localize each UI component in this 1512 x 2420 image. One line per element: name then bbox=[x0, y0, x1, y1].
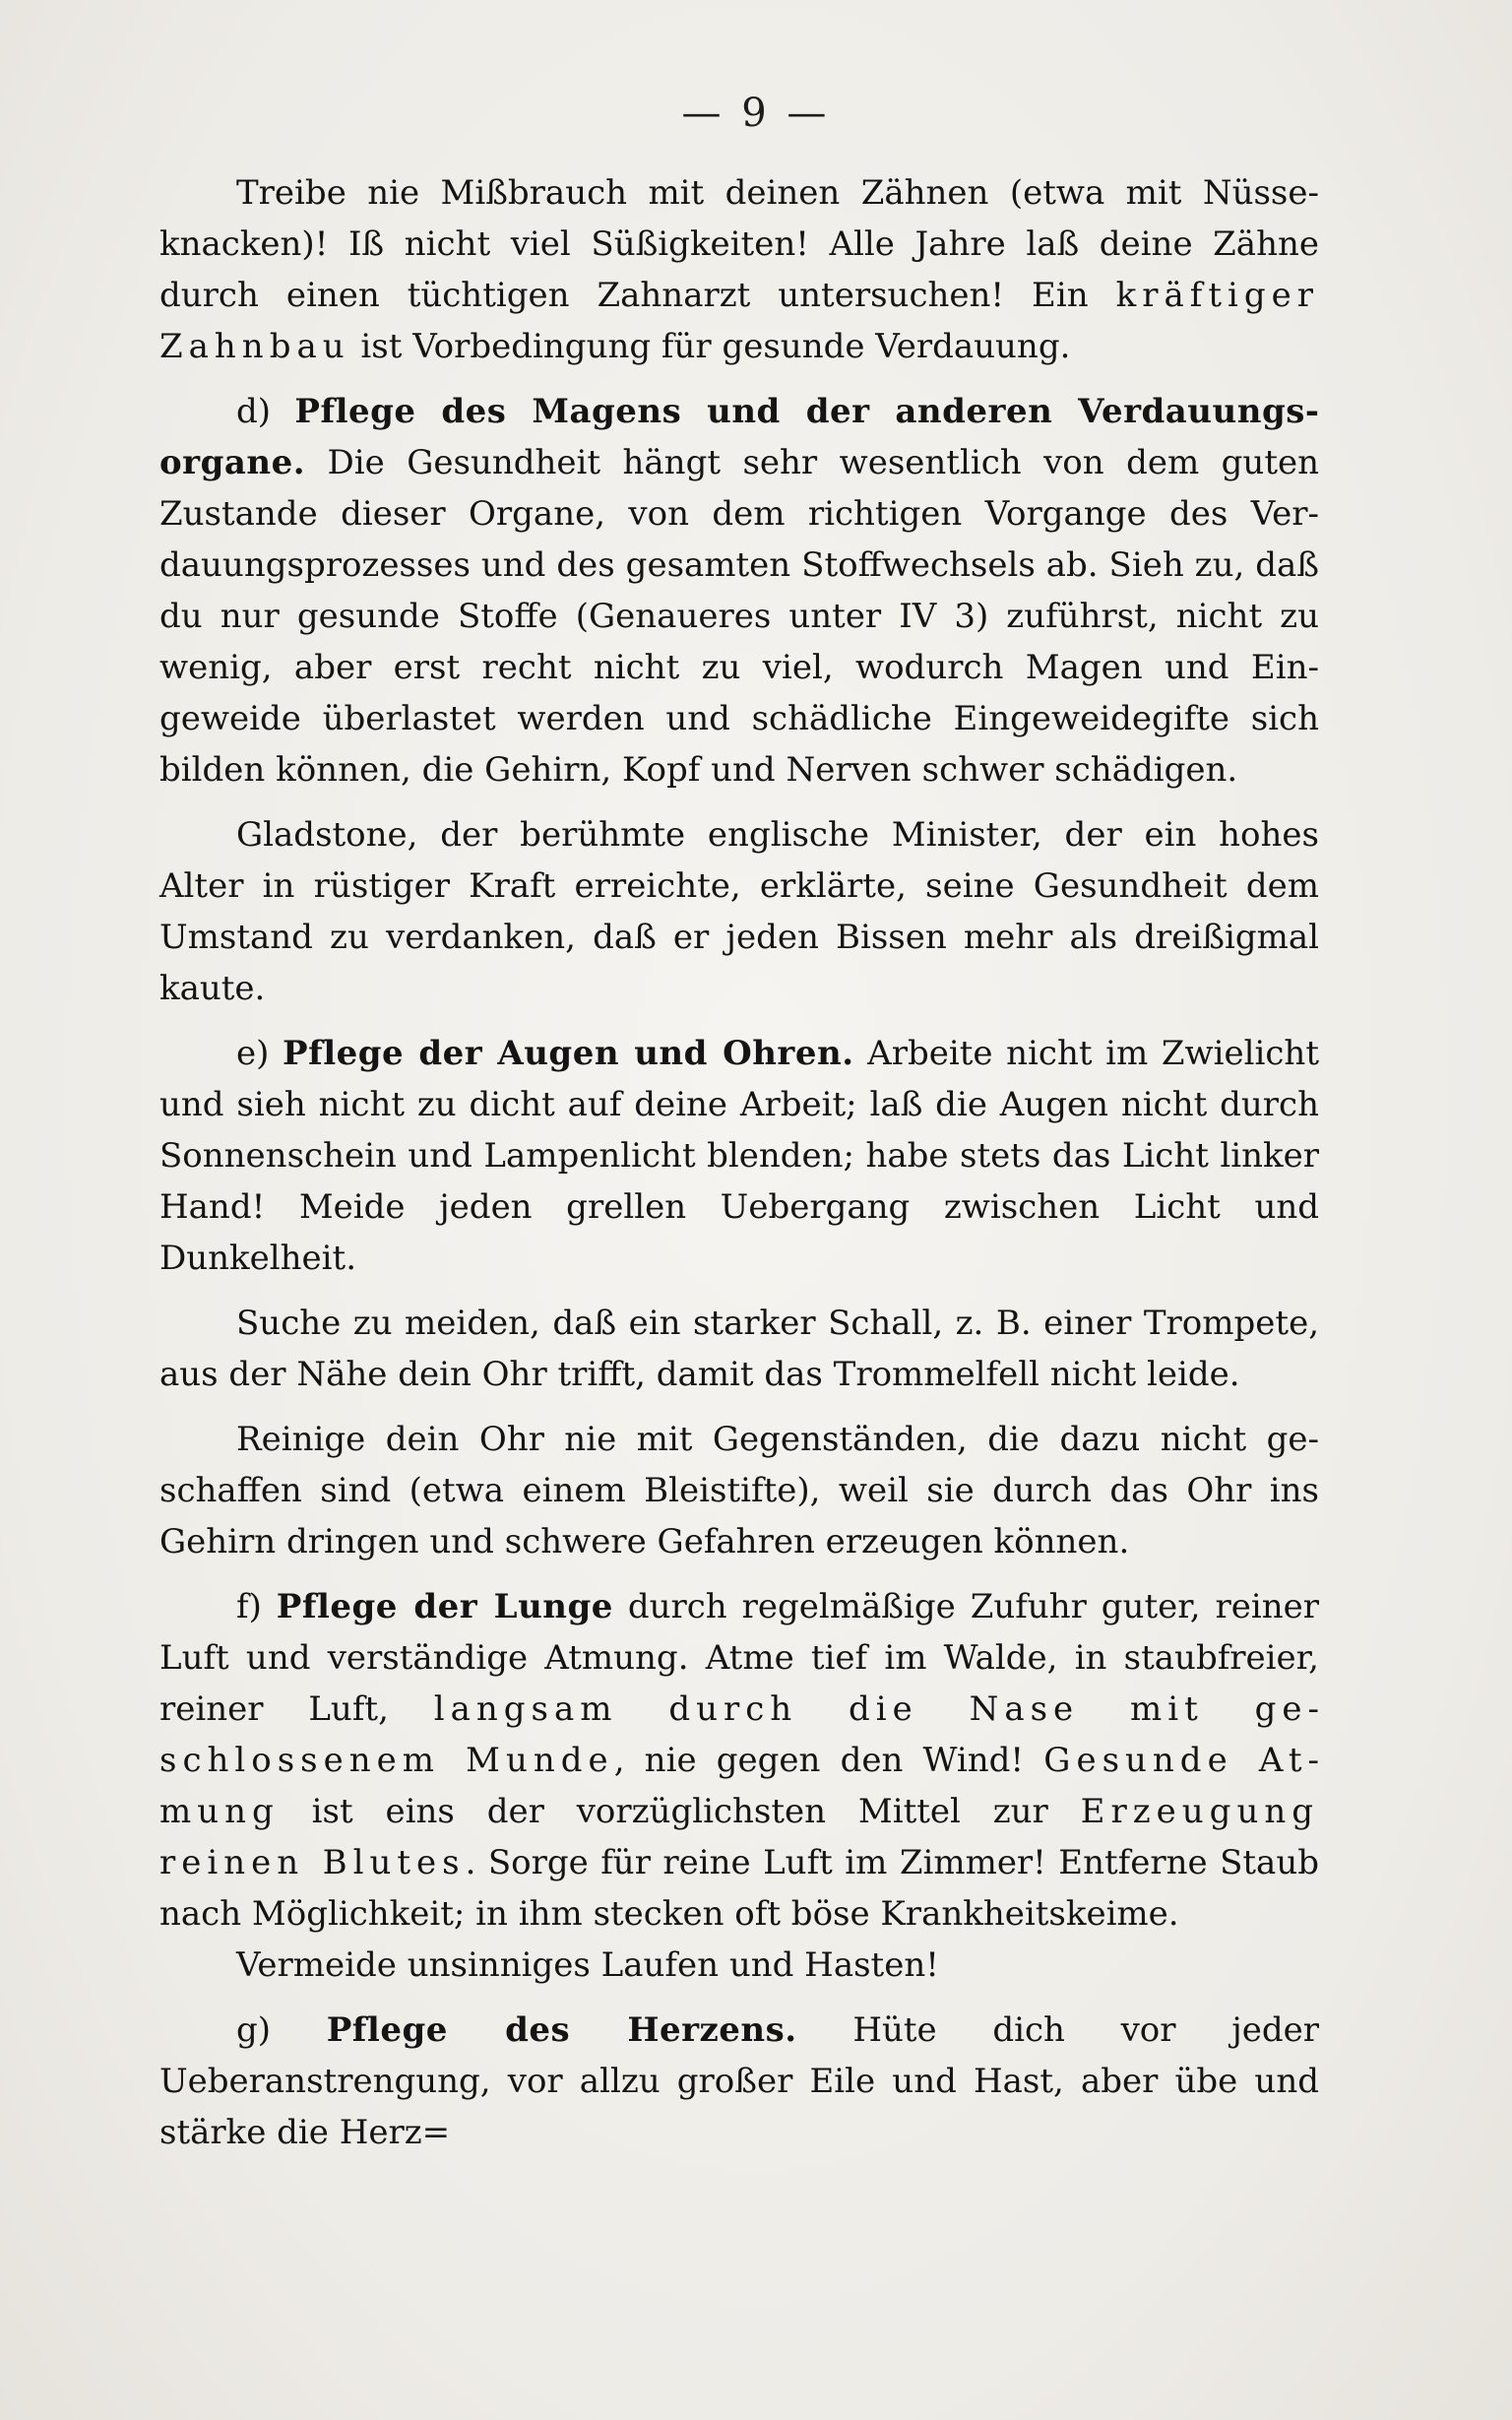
paragraph-text: Reinige dein Ohr nie mit Gegenständen, die dazu nicht geschaffen sind (etwa einem Bleistifte), weil sie durch das Ohr ins Gehirn dringen und schwere Gefahren erzeugen können. bbox=[159, 1420, 1319, 1561]
section-heading: Pflege der Lunge bbox=[276, 1587, 613, 1626]
paragraph-lungs bbox=[159, 1581, 1319, 1940]
section-heading: Pflege der Augen und Ohren. bbox=[283, 1034, 854, 1073]
paragraph-sound bbox=[159, 1298, 1319, 1400]
paragraph-heart bbox=[159, 2005, 1319, 2158]
paragraph-text: Vermeide unsinniges Laufen und Hasten! bbox=[236, 1945, 939, 1985]
paragraph-haste bbox=[159, 1940, 1319, 1991]
emphasis-spaced-text: langsam durch die Nase mit geschlossenem Munde bbox=[159, 1689, 1320, 1780]
paragraph-text: , nie gegen den Wind! bbox=[613, 1741, 1044, 1780]
paragraph-text: Hüte dich vor jeder Ueberanstrengung, vor allzu großer Eile und Hast, aber übe und stärke die Herz= bbox=[159, 2010, 1319, 2152]
paragraph-text: ist eins der vorzüglichsten Mittel zur bbox=[279, 1792, 1081, 1831]
paragraph-gladstone bbox=[159, 809, 1319, 1014]
paragraph-text: Treibe nie Mißbrauch mit deinen Zähnen (etwa mit Nüsseknacken)! Iß nicht viel Süßigkeiten! Alle Jahre laß deine Zähne durch einen tüchtigen Zahnarzt untersuchen! Ein bbox=[159, 173, 1319, 315]
paragraph-text: ist Vorbedingung für gesunde Verdauung. bbox=[349, 327, 1071, 366]
paragraph-teeth bbox=[159, 167, 1319, 372]
section-heading: Pflege des Magens und der anderen Verdauungsorgane. bbox=[159, 392, 1319, 482]
paragraph-text: . Sorge für reine Luft im Zimmer! Entferne Staub nach Möglichkeit; in ihm stecken oft böse Krankheitskeime. bbox=[159, 1843, 1319, 1934]
paragraph-text: Die Gesundheit hängt sehr wesentlich von dem guten Zustande dieser Organe, von dem richtigen Vorgange des Verdauungsprozesses und des gesamten Stoffwechsels ab. Sieh zu, daß du nur gesunde Stoffe (Genaueres unter IV 3) zuführst, nicht zu wenig, aber erst recht nicht zu viel, wodurch Magen und Eingeweide überlastet werden und schädliche Eingeweidegifte sich bilden können, die Gehirn, Kopf und Nerven schwer schädigen. bbox=[159, 443, 1319, 790]
emphasis-spaced-text: Erzeugung reinen Blutes bbox=[159, 1792, 1319, 1882]
body-text bbox=[159, 167, 1319, 2172]
section-heading: Pflege des Herzens. bbox=[326, 2010, 797, 2050]
emphasis-spaced-text: Gesunde Atmung bbox=[159, 1741, 1319, 1831]
section-marker: e) bbox=[236, 1034, 284, 1073]
paragraph-text: Suche zu meiden, daß ein starker Schall, z. B. einer Trompete, aus der Nähe dein Ohr trifft, damit das Trommelfell nicht leide. bbox=[159, 1304, 1319, 1394]
paragraph-ear-cleaning bbox=[159, 1414, 1319, 1567]
paragraph-text: Gladstone, der berühmte englische Minister, der ein hohes Alter in rüstiger Kraft erreichte, erklärte, seine Gesundheit dem Umstand zu verdanken, daß er jeden Bissen mehr als dreißigmal kaute. bbox=[159, 815, 1319, 1008]
paragraph-stomach bbox=[159, 386, 1319, 796]
paragraph-text: Arbeite nicht im Zwielicht und sieh nicht zu dicht auf deine Arbeit; laß die Augen nicht durch Sonnenschein und Lampenlicht blenden; habe stets das Licht linker Hand! Meide jeden grellen Uebergang zwischen Licht und Dunkelheit. bbox=[159, 1034, 1319, 1278]
section-marker: g) bbox=[236, 2010, 327, 2050]
paragraph-text: durch regelmäßige Zufuhr guter, reiner Luft und verständige Atmung. Atme tief im Walde, in staubfreier, reiner Luft, bbox=[159, 1587, 1319, 1729]
section-marker: f) bbox=[236, 1587, 277, 1626]
emphasis-spaced-text: kräftiger Zahnbau bbox=[159, 276, 1319, 366]
section-marker: d) bbox=[236, 392, 295, 431]
paragraph-eyes-ears bbox=[159, 1028, 1319, 1284]
page-number: — 9 — bbox=[681, 91, 831, 136]
